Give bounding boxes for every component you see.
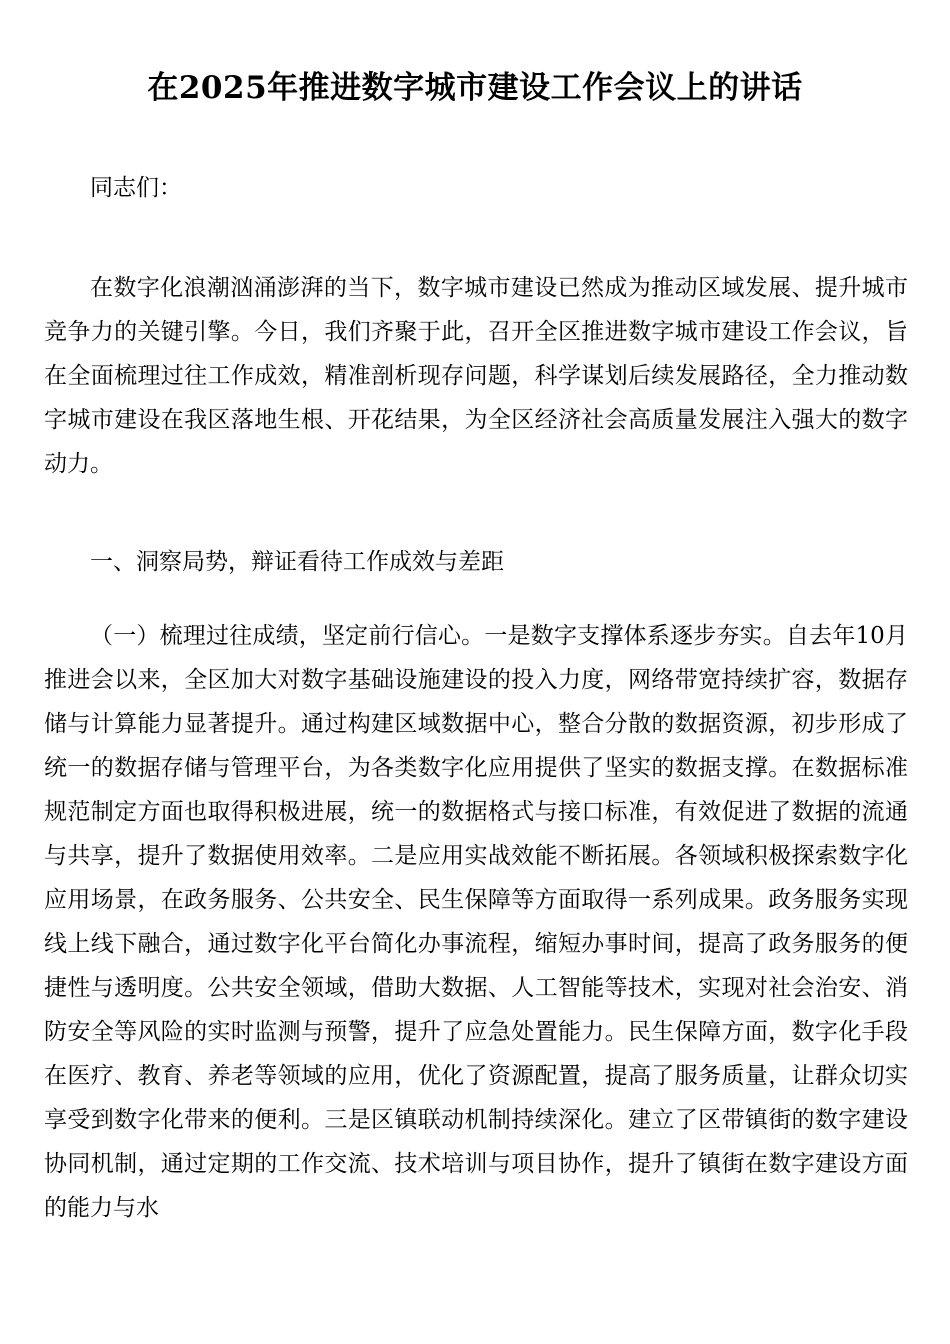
greeting: 同志们： bbox=[90, 175, 182, 201]
opening-paragraph: 在数字化浪潮汹涌澎湃的当下，数字城市建设已然成为推动区域发展、提升城市竞争力的关键引擎。今日，我们齐聚于此，召开全区推进数字城市建设工作会议，旨在全面梳理过往工作成效，精准剖析现存问题，科学谋划后续发展路径，全力推动数字城市建设在我区落地生根、开花结果，为全区经济社会高质量发展注入强大的数字动力。 bbox=[44, 275, 908, 477]
document-title: 在2025年推进数字城市建设工作会议上的讲话 bbox=[147, 69, 803, 106]
section-paragraph: （一）梳理过往成绩，坚定前行信心。一是数字支撑体系逐步夯实。自去年10月推进会以来，全区加大对数字基础设施建设的投入力度，网络带宽持续扩容，数据存储与计算能力显著提升。通过构建区域数据中心，整合分散的数据资源，初步形成了统一的数据存储与管理平台，为各类数字化应用提供了坚实的数据支撑。在数据标准规范制定方面也取得积极进展，统一的数据格式与接口标准，有效促进了数据的流通与共享，提升了数据使用效率。二是应用实战效能不断拓展。各领域积极探索数字化应用场景，在政务服务、公共安全、民生保障等方面取得一系列成果。政务服务实现线上线下融合，通过数字化平台简化办事流程，缩短办事时间，提高了政务服务的便捷性与透明度。公共安全领域，借助大数据、人工智能等技术，实现对社会治安、消防安全等风险的实时监测与预警，提升了应急处置能力。民生保障方面，数字化手段在医疗、教育、养老等领域的应用，优化了资源配置，提高了服务质量，让群众切实享受到数字化带来的便利。三是区镇联动机制持续深化。建立了区带镇街的数字建设协同机制，通过定期的工作交流、技术培训与项目协作，提升了镇街在数字建设方面的能力与水 bbox=[44, 623, 908, 1221]
section-heading: 一、洞察局势，辩证看待工作成效与差距 bbox=[90, 549, 504, 575]
